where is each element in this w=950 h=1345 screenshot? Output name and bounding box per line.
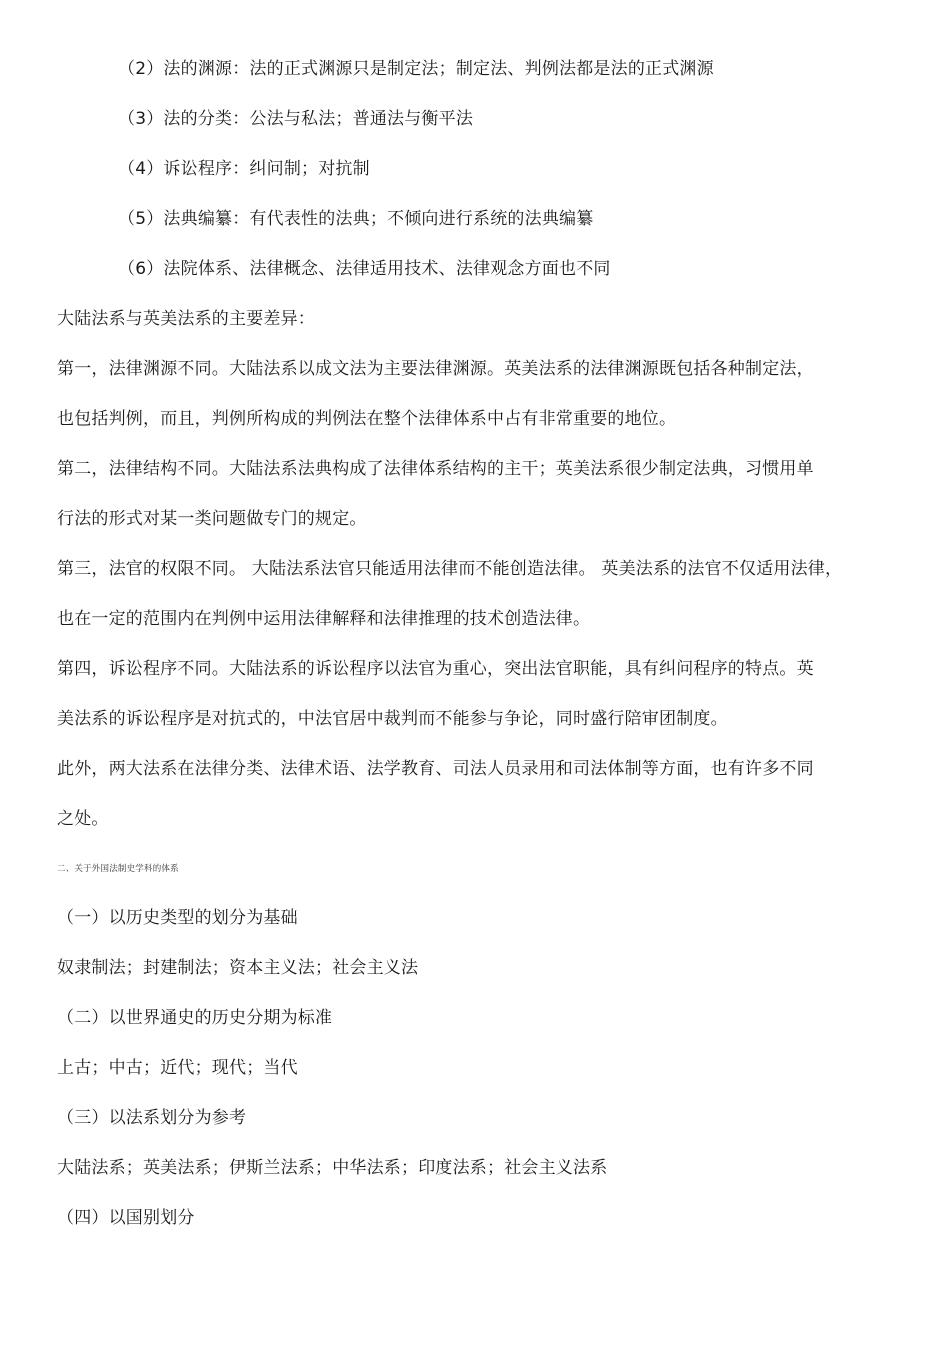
list-item-6: （6）法院体系、法律概念、法律适用技术、法律观念方面也不同 <box>118 259 611 279</box>
list-item-5: （5）法典编纂：有代表性的法典；不倾向进行系统的法典编纂 <box>118 209 594 229</box>
differences-heading: 大陆法系与英美法系的主要差异： <box>57 309 315 329</box>
list-item-2: （2）法的渊源：法的正式渊源只是制定法；制定法、判例法都是法的正式渊源 <box>118 59 714 79</box>
system-heading-4: （四）以国别划分 <box>57 1208 195 1228</box>
list-item-3: （3）法的分类：公法与私法；普通法与衡平法 <box>118 109 474 129</box>
paragraph-line: 行法的形式对某一类问题做专门的规定。 <box>57 509 367 529</box>
paragraph-line: 第四，诉讼程序不同。大陆法系的诉讼程序以法官为重心，突出法官职能，具有纠问程序的特点。英 <box>57 659 814 679</box>
paragraph-line: 之处。 <box>57 809 109 829</box>
system-detail-3: 大陆法系；英美法系；伊斯兰法系；中华法系；印度法系；社会主义法系 <box>57 1158 608 1178</box>
system-heading-2: （二）以世界通史的历史分期为标准 <box>57 1008 333 1028</box>
paragraph-line: 也在一定的范围内在判例中运用法律解释和法律推理的技术创造法律。 <box>57 609 591 629</box>
paragraph-line: 此外，两大法系在法律分类、法律术语、法学教育、司法人员录用和司法体制等方面，也有许多不同 <box>57 759 814 779</box>
section-two-heading: 二、关于外国法制史学科的体系 <box>57 864 179 874</box>
paragraph-line: 也包括判例，而且，判例所构成的判例法在整个法律体系中占有非常重要的地位。 <box>57 409 677 429</box>
paragraph-line: 第一，法律渊源不同。大陆法系以成文法为主要法律渊源。英美法系的法律渊源既包括各种制定法， <box>57 359 814 379</box>
system-detail-1: 奴隶制法；封建制法；资本主义法；社会主义法 <box>57 958 419 978</box>
paragraph-line: 美法系的诉讼程序是对抗式的，中法官居中裁判而不能参与争论，同时盛行陪审团制度。 <box>57 709 728 729</box>
list-item-4: （4）诉讼程序：纠问制；对抗制 <box>118 159 370 179</box>
system-heading-1: （一）以历史类型的划分为基础 <box>57 908 298 928</box>
paragraph-line: 第三，法官的权限不同。 大陆法系法官只能适用法律而不能创造法律。 英美法系的法官不仅适用法律， <box>57 559 843 579</box>
system-detail-2: 上古；中古；近代；现代；当代 <box>57 1058 298 1078</box>
system-heading-3: （三）以法系划分为参考 <box>57 1108 247 1128</box>
paragraph-line: 第二，法律结构不同。大陆法系法典构成了法律体系结构的主干；英美法系很少制定法典，习惯用单 <box>57 459 814 479</box>
